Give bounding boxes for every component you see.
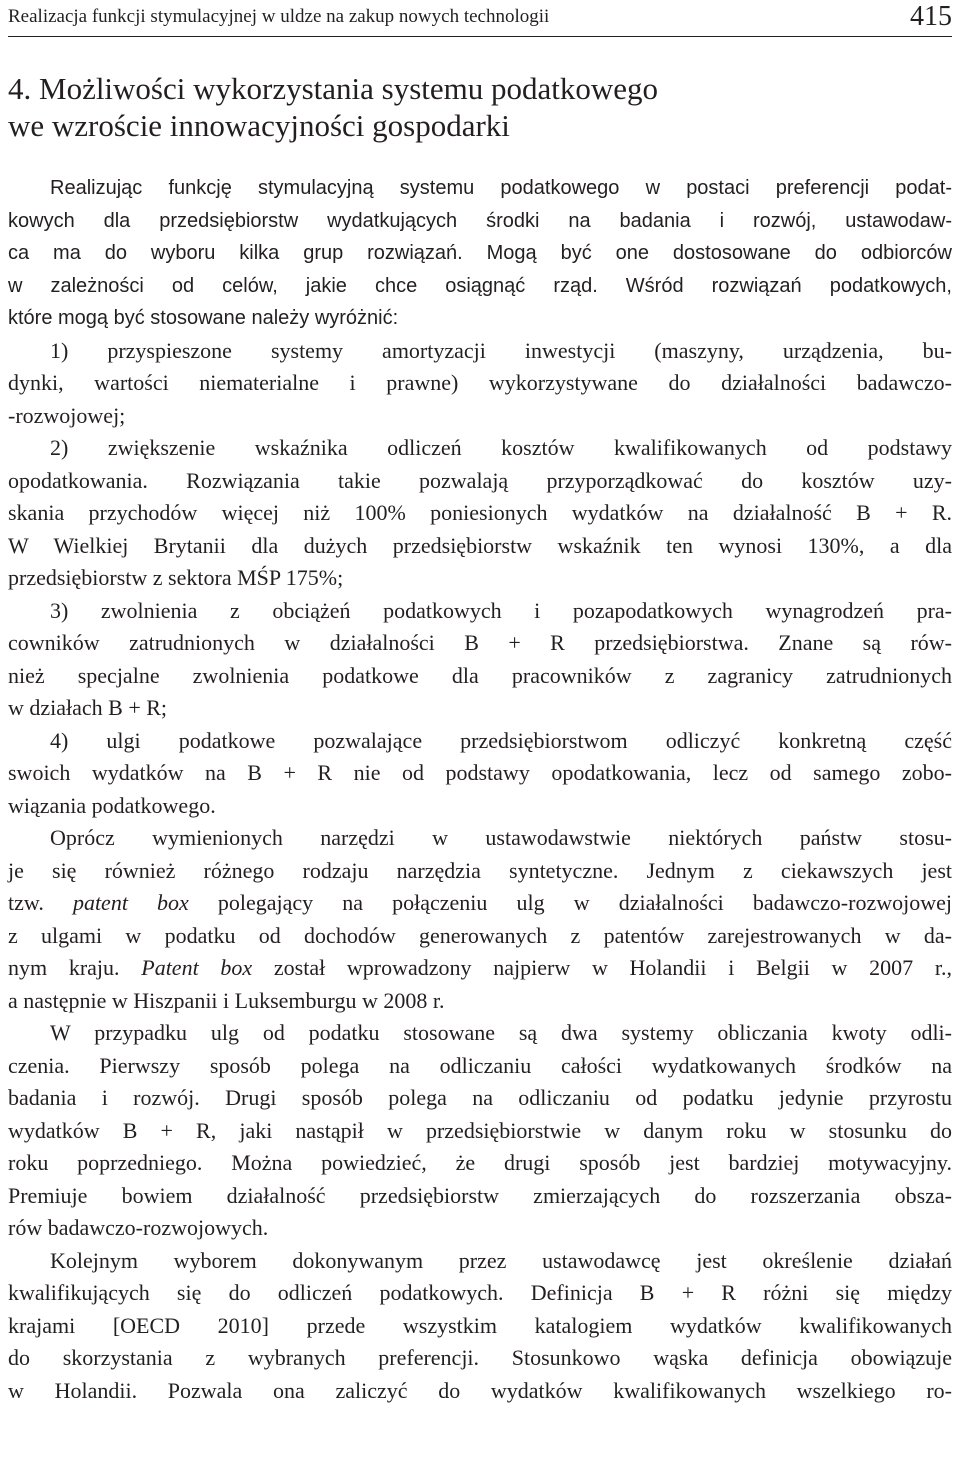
text-line: W Wielkiej Brytanii dla dużych przedsiębiorstw wskaźnik ten wynosi 130%, a dla [8, 532, 952, 558]
text-line: które mogą być stosowane należy wyróżnić: [8, 307, 399, 329]
text-line: swoich wydatków na B + R nie od podstawy opodatkowania, lecz od samego zobo- [8, 760, 952, 785]
text-line: nież specjalne zwolnienia podatkowe dla pracowników z zagranicy zatrudnionych [8, 662, 952, 688]
text-line: rów badawczo-rozwojowych. [8, 1215, 269, 1240]
text-line: w Holandii. Pozwala ona zaliczyć do wydatków kwalifikowanych wszelkiego ro- [8, 1377, 952, 1403]
text-line: -rozwojowej; [8, 402, 126, 428]
text-line: w działach B + R; [8, 695, 168, 720]
section-heading [8, 70, 952, 144]
text-line: przedsiębiorstw z sektora MŚP 175%; [8, 565, 344, 590]
text-line: ca ma do wyboru kilka grup rozwiązań. Mogą być one dostosowane do odbiorców [8, 242, 952, 264]
text-fragment: tzw. [8, 890, 73, 915]
text-fragment: nym kraju. [8, 955, 142, 980]
text-line: w zależności od celów, jakie chce osiągnąć rząd. Wśród rozwiązań podatkowych, [8, 274, 952, 297]
text-line: 4) ulgi podatkowe pozwalające przedsiębiorstwom odliczyć konkretną część [50, 727, 952, 753]
text-line: wiązania podatkowego. [8, 792, 216, 818]
text-line: a następnie w Hiszpanii i Luksemburgu w 2008 r. [8, 987, 445, 1013]
text-line: cowników zatrudnionych w działalności B + R przedsiębiorstwa. Znane są rów- [8, 630, 952, 655]
text-line: Oprócz wymienionych narzędzi w ustawodawstwie niektórych państw stosu- [50, 825, 952, 850]
italic-term: patent box [72, 890, 189, 915]
text-line: je się również różnego rodzaju narzędzia syntetyczne. Jednym z ciekawszych jest [8, 857, 952, 883]
text-line: kwalifikujących się do odliczeń podatkowych. Definicja B + R różni się między [8, 1280, 952, 1305]
text-line: skania przychodów więcej niż 100% poniesionych wydatków na działalność B + R. [8, 500, 952, 525]
body-text [8, 172, 952, 1407]
text-line: krajami [OECD 2010] przede wszystkim katalogiem wydatków kwalifikowanych [8, 1312, 952, 1338]
running-title: Realizacja funkcji stymulacyjnej w uldze na zakup nowych technologii [8, 6, 550, 27]
text-line: opodatkowania. Rozwiązania takie pozwalają przyporządkować do kosztów uzy- [8, 467, 952, 493]
text-line: do skorzystania z wybranych preferencji. Stosunkowo wąska definicja obowiązuje [8, 1345, 952, 1370]
text-line [8, 952, 952, 985]
text-line: wydatków B + R, jaki nastąpił w przedsiębiorstwie w danym roku w stosunku do [8, 1117, 952, 1143]
text-line: roku poprzedniego. Można powiedzieć, że drugi sposób jest bardziej motywacyjny. [8, 1150, 952, 1175]
italic-term: Patent box [141, 955, 253, 980]
text-line: Premiuje bowiem działalność przedsiębiorstw zmierzających do rozszerzania obsza- [8, 1182, 952, 1208]
text-line: dynki, wartości niematerialne i prawne) wykorzystywane do działalności badawczo- [8, 370, 952, 395]
page-number: 415 [910, 1, 952, 32]
section-heading-line: we wzroście innowacyjności gospodarki [8, 108, 510, 143]
text-line: Kolejnym wyborem dokonywanym przez ustawodawcę jest określenie działań [50, 1247, 952, 1273]
section-heading-line: 4. Możliwości wykorzystania systemu podatkowego [8, 71, 659, 106]
text-line: kowych dla przedsiębiorstw wydatkujących środki na badania i rozwój, ustawodaw- [8, 209, 952, 232]
text-fragment: został wprowadzony najpierw w Holandii i Belgii w 2007 r., [252, 955, 952, 980]
running-header [8, 2, 952, 37]
text-line: Realizując funkcję stymulacyjną systemu podatkowego w postaci preferencji podat- [50, 177, 952, 199]
text-line: z ulgami w podatku od dochodów generowanych z patentów zarejestrowanych w da- [8, 922, 952, 948]
text-line [8, 887, 952, 920]
text-line: 3) zwolnienia z obciążeń podatkowych i pozapodatkowych wynagrodzeń pra- [50, 597, 952, 623]
text-line: czenia. Pierwszy sposób polega na odliczaniu całości wydatkowanych środków na [8, 1052, 952, 1078]
text-fragment: polegający na połączeniu ulg w działalności badawczo-rozwojowej [188, 890, 952, 915]
text-line: 1) przyspieszone systemy amortyzacji inwestycji (maszyny, urządzenia, bu- [50, 337, 952, 363]
text-line: W przypadku ulg od podatku stosowane są dwa systemy obliczania kwoty odli- [50, 1020, 952, 1045]
text-line: 2) zwiększenie wskaźnika odliczeń kosztów kwalifikowanych od podstawy [50, 435, 952, 460]
text-line: badania i rozwój. Drugi sposób polega na odliczaniu od podatku jedynie przyrostu [8, 1085, 952, 1110]
